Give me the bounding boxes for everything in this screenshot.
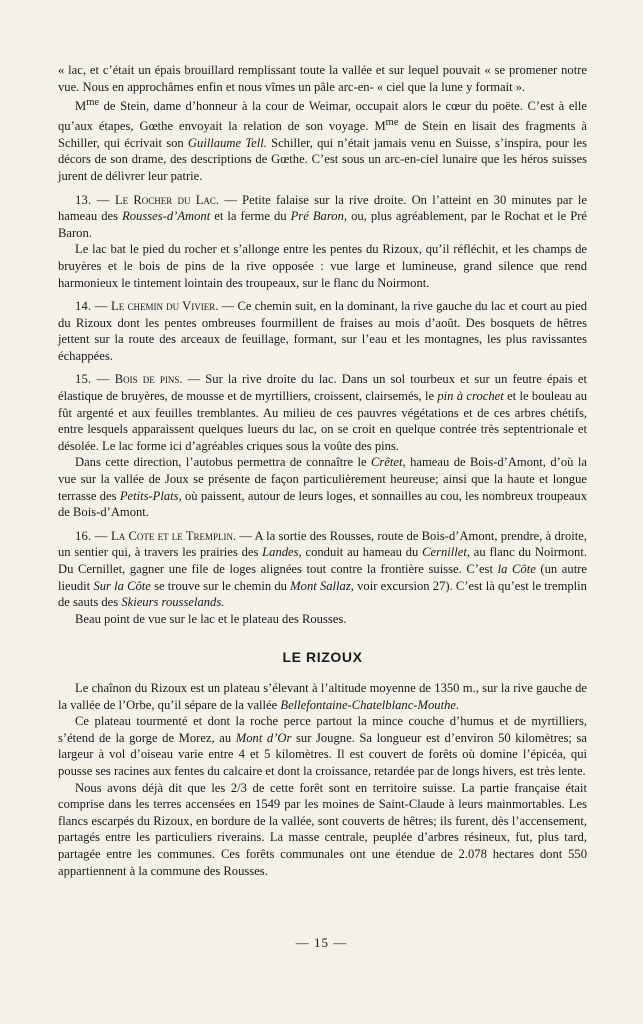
section-16-paragraph-2: Beau point de vue sur le lac et le plateau des Rousses. xyxy=(75,611,347,626)
paragraph-madame-stein: $M^{me}$ de Stein, dame d’honneur à la cour de Weimar, occupait alors le cœur du poëte. C’est à elle qu’aux étapes, Gœthe envoyait la relation de son voyage. $M^{me}$ de Stein en lisait des fragments à Schiller, qui écrivait son Guillaume Tell. Schiller, qui n’était jamais venu en Suisse, s’inspira, pour les décors de son drame, des descriptions de Gœthe. C’est sous un arc-en-ciel lunaire que les héros suisses jurent de délivrer leur patrie. xyxy=(58,97,588,183)
section-16-heading: La Cote et le Tremplin. xyxy=(111,528,237,543)
rizoux-paragraph-2: Ce plateau tourmenté et dont la roche perce partout la mince couche d’humus et de myrtilliers, s’étend de la gorge de Morez, au Mont d’Or sur Jougne. Sa longueur est d’environ 50 kilomètres; sa largeur à vol d’oiseau varie entre 4 et 5 kilomètres. Il est couvert de forêts où domine l’épicéa, qui pousse ses racines aux fentes du calcaire et dont la croissance, retardée par de longs hivers, est très lente. xyxy=(58,714,588,778)
section-13-paragraph-2: Le lac bat le pied du rocher et s’allonge entre les pentes du Rizoux, qu’il réfléchit, et les champs de bruyères et le bois de pins de la rive opposée : vue large et lumineuse, grand silence que rend harmonieux le tintement lointain des troupeaux, sur le flanc du Noirmont. xyxy=(58,242,587,290)
section-13-rocher-du-lac: 13. — Le Rocher du Lac. — Petite falaise sur la rive droite. On l’atteint en 30 minutes par le hameau des Rousses-d’Amont et la ferme du Pré Baron, ou, plus agréablement, par le Rochat et le Pré Baron. xyxy=(58,192,587,240)
section-14-heading: Le chemin du Vivier. xyxy=(111,299,219,314)
paragraph-goethe-quote: « lac, et c’était un épais brouillard remplissant toute la vallée et sur lequel pouvait « se promener notre vue. Nous en approchâmes enfin et nous vîmes un pâle arc-en- « ciel que la lune y formait ». xyxy=(58,63,587,94)
rizoux-paragraph-3: Nous avons déjà dit que les 2/3 de cette forêt sont en territoire suisse. La partie française était comprise dans les terres accensées en 1549 par les moines de Saint-Claude à leurs mainmortables. Les flancs escarpés du Rizoux, en bordure de la vallée, sont couverts de hêtres; ils furent, dès l’accensement, partagés entre les particuliers riverains. La masse centrale, peuplée d’arbres résineux, fut, plus tard, partagée entre les communes. Ces forêts communales ont une étendue de 2.078 hectares dont 550 appartiennent à la commune des Rousses. xyxy=(58,780,587,878)
rizoux-paragraph-1: Le chaînon du Rizoux est un plateau s’élevant à l’altitude moyenne de 1350 m., sur la rive gauche de la vallée de l’Orbe, qu’il sépare de la vallée Bellefontaine-Chatelblanc-Mouthe. xyxy=(58,680,587,712)
section-15-bois-de-pins: 15. — Bois de pins. — Sur la rive droite du lac. Dans un sol tourbeux et sur un feutre épais et élastique de bruyères, de mousse et de myrtilliers, croissent, clairsemés, le pin à crochet et le bouleau au fût argenté et aux feuilles tremblantes. Au milieu de ces pauvres végétations et de ces arbres chétifs, entre lesquels apparaissent quelques lueurs du lac, on se croit en quelque contrée très septentrionale et désolée. Le lac forme ici d’agréables criques sous la voûte des pins. xyxy=(58,372,587,453)
section-title-le-rizoux: LE RIZOUX xyxy=(282,649,363,666)
section-13-heading: Le Rocher du Lac. xyxy=(114,192,220,207)
section-15-paragraph-2: Dans cette direction, l’autobus permettra de connaître le Crêtet, hameau de Bois-d’Amont, d’où la vue sur la vallée de Joux se présente de façon particulièrement heureuse; ainsi que la haute et longue terrasse des Petits-Plats, où paissent, autour de leurs loges, et sonnailles au cou, les nombreux troupeaux de Bois-d’Amont. xyxy=(58,455,588,520)
section-16-cote-et-tremplin: 16. — La Cote et le Tremplin. — A la sortie des Rousses, route de Bois-d’Amont, prendre, à droite, un sentier qui, à travers les prairies des Landes, conduit au hameau du Cernillet, au flanc du Noirmont. Du Cernillet, gagner une file de loges alignées tout contre la frontière suisse. C’est la Côte (un autre lieudit Sur la Côte se trouve sur le chemin du Mont Sallaz, voir excursion 27). C’est là qu’est le tremplin de sauts des Skieurs rousselands. xyxy=(58,528,587,610)
section-14-chemin-du-vivier: 14. — Le chemin du Vivier. — Ce chemin suit, en la dominant, la rive gauche du lac et court au pied du Rizoux dont les pentes ombreuses fourmillent de fraises au mois d’août. Des bosquets de hêtres jettent sur la route des arceaux de feuillage, formant, sur l’eau et les montagnes, les plus ravissantes échappées. xyxy=(58,299,587,363)
section-15-heading: Bois de pins. xyxy=(114,372,183,387)
page-number: — 15 — xyxy=(295,935,348,950)
